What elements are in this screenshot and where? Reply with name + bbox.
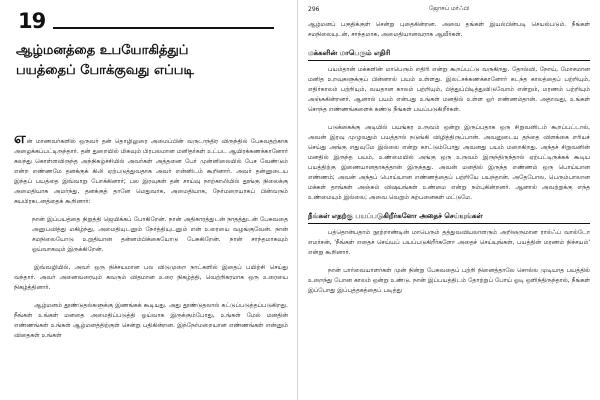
paragraph: ஆழ்மனப் பகுதிக்குள் சென்று புதைகின்றன. அவை தங்கள் இயல்பின்படி செயல்படும். நீங்கள் சமநிலையுடன், சாந்தமாக, அமைதியானவராக ஆவீர்கள். — [308, 21, 590, 38]
running-header — [308, 2, 590, 16]
chapter-title-line-1: ஆழ்மனத்தை உபயோகித்துப் — [16, 43, 189, 58]
drop-cap: எ — [14, 129, 26, 147]
left-page — [0, 0, 296, 400]
left-body-text — [14, 129, 288, 341]
running-title: ஜோசப் மர்ஃபி — [428, 5, 470, 12]
paragraph: படுக்கைக்கு அடியில் பயங்கர உருவம் ஒன்று இருப்பதாக ஒரு சிறுவனிடம் கூறப்பட்டால், அவன் இரவு முழுவதும் பயத்தால் நடுங்கி விழித்திருப்பான். அவனுடைய தந்தை விளக்கை எரியச் செய்து அங்கு எதுவுமே இல்லை என்று காட்டும்போது அவனது பயம் மறைகிறது. அந்தச் சிறுவனின் மனதில் இருந்த பயம், உண்மையில் அங்கு ஒரு உருவம் இருந்திருந்தால் ஏற்பட்டிருக்கக் கூடிய பயத்திற்கு இணையானதாகத்தான் இருந்தது. அவன் மனதில் இருந்த எண்ணம் ஒரு பொய்யான எண்ணம்; அவன் அந்தப் பொய்யான எண்ணத்தைப் பற்றியே பயந்தான். அதேபோல, பெரும்பாலான மக்கள் தாங்கள் அஞ்சும் விஷயங்கள் உண்மை என்று நம்புகின்றனர். ஆனால் அவற்றுக்கு எந்த உண்மையும் இல்லை; அவை வெறும் கற்பனைகள் மட்டுமே. — [308, 124, 590, 201]
paragraph: நான் பார்வையாளர்கள் முன் நின்று பேசுவதைப் பற்றி நினைத்தாலே சொல்ல முடியாத பயத்தில் உறைந்து போன காலம் ஒன்று உண்டு. நான் இப்பயத்திடம் தோற்றுப் போய் ஓடி ஒளிந்திருந்தால், நீங்கள் இப்போது இப்புத்தகத்தைப் படித்து — [308, 267, 590, 294]
chapter-rule — [53, 27, 274, 29]
right-body-text — [308, 20, 590, 296]
chapter-title — [16, 41, 288, 81]
affirmation-quote: நான் இப்பயத்தை நிறுத்தி ஜெயிக்கப் போகிறேன். நான் அதிகாரத்துடன் நாதத்துடன் பேசுவதை அனுபவித்து மகிழ்ந்து, அமைதியுடனும் நேர்த்தியுடனும் என் உரையை வழங்குவேன். நான் சமநிலையோடு உறுதியான தன்னம்பிக்கையோடு பேசுகிறேன். நான் சாந்தமாகவும் ஓய்வாகவும் இருக்கிறேன். — [32, 216, 288, 253]
paragraph-text: ன் மாணவர்களில் ஒருவர் தன் தொழிலுரை அமைப்பின் வருடாந்திர விருந்தில் பேசுவதற்காக அழைக்கப்பட்டிருந்தார். தன் துறையில் மிகவும் பிரபலமான மனிதர்கள் உட்பட ஆயிரக்கணக்கானோர் கலந்து கொள்ளவிருந்த அந்நிகழ்ச்சியில் அவர்கள் அத்தனை பேர் முன்னிலையில் பேச வேண்டும் என்ற எண்ணமே தனக்குக் கிலி ஏற்படுத்துவதாக அவர் என்னிடம் கூறினார். அவர் தன்னுடைய இந்தப் பயத்தை இவ்வாறு போக்கினார்; பல இரவுகள் தன் சாய்வு நாற்காலியில் தூங்கு நிலைக்கு அமைதியாக அமர்ந்து, தனக்குத் தானே மெதுவாக, அமைதியாக, நேர்மறையாகப் பின்வரும் சுயபிரகடனத்தைக் கூறினார்: — [14, 138, 288, 205]
chapter-header — [14, 6, 288, 32]
page-number: 296 — [308, 5, 320, 13]
chapter-number: 19 — [18, 9, 46, 33]
paragraph: பத்தொன்பதாம் நூற்றாண்டின் மாபெரும் தத்துவவியலாளரும் அறிஞருமான ரால்ஃப் வால்டோ எமர்சன், 'நீங்கள் எதைச் செய்யப் பயப்படுகிறீர்களோ அதைச் செய்யுங்கள், பயத்தின் மரணம் நிச்சயம்' என்று கூறினார். — [308, 229, 590, 256]
paragraph: பயம்தான் மக்களின் மாபெரும் எதிரி என்று கூறப்பட்டு வருகிறது. தோல்வி, நோய், மோசமான மனித உறவுகளுக்குப் பின்னால் பயம் உள்ளது. இலட்சக்கணக்கானோர் கடந்த காலத்தைப் பற்றியும், எதிர்காலம் பற்றியும், வயதான காலம் பற்றியும், பித்துப்பிடித்துவிடுவோம் என்றும், மரணம் பற்றியும் அஞ்சுகின்றனர். ஆனால் பயம் என்பது உங்கள் மனதில் உள்ள ஓர் எண்ணம்தான். அதாவது, உங்கள் சொந்த எண்ணங்களைக் கண்டு நீங்கள் பயப்படுகிறீர்கள். — [308, 66, 590, 113]
section-heading-enemy: மக்களின் மாபெரும் எதிரி — [308, 48, 590, 61]
paragraph: இவ்வழியில், அவர் ஒரு நிச்சயமான பல விடுமுறை நாட்களில் இதைப் பயிற்சி செய்து வந்தார். அவர் அனைவரையும் கவரும் விதமான உரை நிகழ்த்தி, வெற்றிகரமாக ஒரு உரையை நிகழ்த்தினார். — [14, 264, 288, 291]
section-heading-do-what-you-fear: நீங்கள் எதற்கு பயப்படுகிறீர்களோ அதைச் செய்யுங்கள் — [308, 211, 590, 224]
paragraph: ஆழ்மனம் தூண்டுதல்களுக்கு இணங்கக் கூடியது. அது தூண்டுதலால் கட்டுப்படுத்தப்படுகிறது. நீங்கள் உங்கள் மனதை அமைதிப்படுத்தி ஓய்வாக இருக்கும்போது, உங்கள் மேல் மனதின் எண்ணங்கள் உங்கள் ஆழ்மனத்திற்குள் சென்று பதிகின்றன. இந்நேர்மறையான எண்ணங்கள் என்னும் விதைகள் உங்கள் — [14, 302, 288, 339]
chapter-title-line-2: பயத்தைப் போக்குவது எப்படி — [16, 63, 194, 78]
right-page — [296, 0, 600, 400]
paragraph — [14, 129, 288, 207]
